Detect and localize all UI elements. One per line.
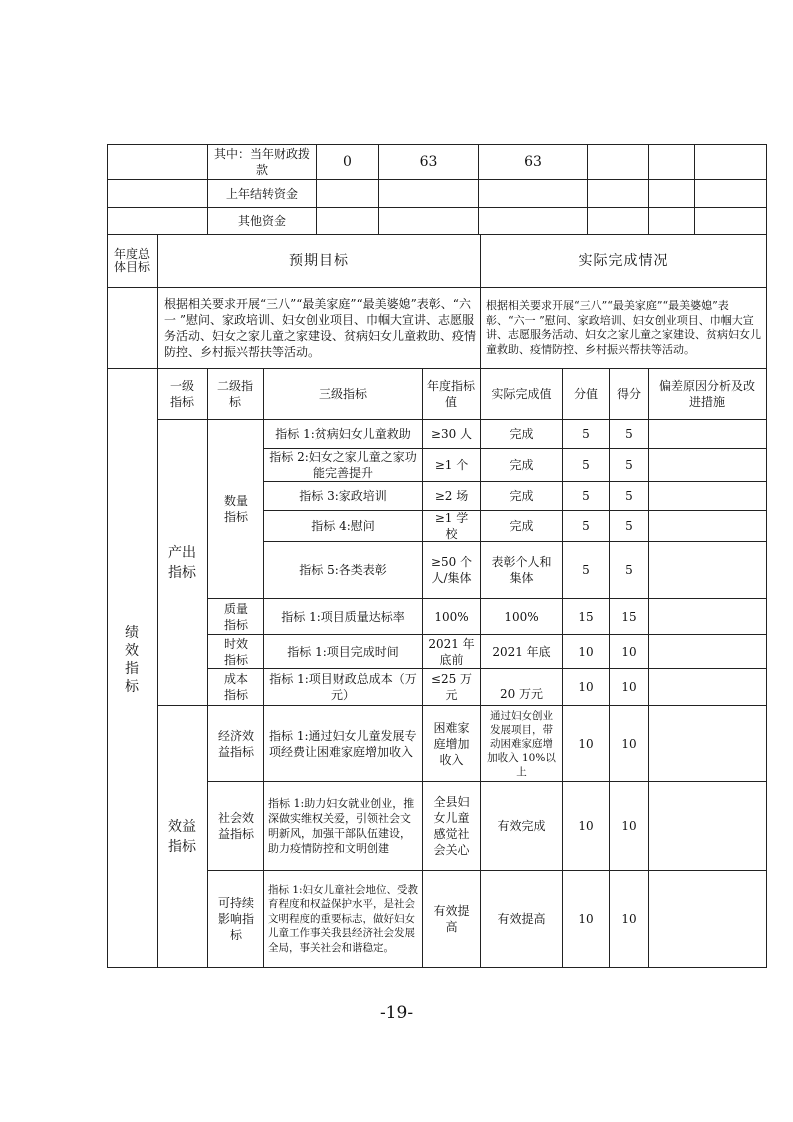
- table-line: [648, 144, 649, 235]
- table-row-indicator: 指标 5:各类表彰: [299, 563, 387, 577]
- table-row-actual: 完成: [509, 489, 534, 503]
- table-row-value: 10: [578, 819, 594, 833]
- table-row-score: 10: [621, 736, 637, 751]
- table-line: [107, 287, 767, 288]
- table-row-target: 全县妇女儿童感觉社会关心: [433, 795, 470, 857]
- table-row-score: 10: [621, 819, 637, 833]
- table-row-indicator: 指标 2:妇女之家儿童之家功能完善提升: [269, 450, 417, 480]
- table-row-score: 5: [625, 519, 633, 533]
- header-score: 得分: [616, 387, 641, 401]
- table-row-target: 有效提高: [433, 904, 470, 934]
- table-row-indicator: 指标 1:项目财政总成本（万元）: [269, 672, 417, 702]
- annual-goal-label: 年度总体目标: [113, 247, 150, 274]
- table-row-target: 2021 年底前: [428, 636, 475, 667]
- table-row-actual: 有效完成: [497, 819, 546, 833]
- timeliness-indicator-label: 时效指标: [223, 636, 248, 667]
- table-row-actual: 2021 年底: [492, 644, 551, 659]
- table-row-target: ≤25 万元: [430, 672, 473, 702]
- benefit-indicator-label: 效益指标: [168, 818, 196, 855]
- table-row-target: ≥50 个人/集体: [430, 555, 473, 585]
- table-row-indicator: 指标 1:通过妇女儿童发展专项经费让困难家庭增加收入: [269, 728, 417, 759]
- table-row-score: 10: [621, 680, 637, 694]
- table-line: [766, 144, 767, 968]
- table-line: [107, 179, 767, 180]
- quantity-indicator-label: 数量指标: [223, 494, 248, 524]
- table-line: [648, 368, 649, 968]
- sustainable-impact-label: 可持续影响指标: [217, 896, 254, 942]
- table-row-actual: 20 万元: [499, 687, 544, 701]
- actual-completion-text: 根据相关要求开展“三八”“最美家庭”“最美婆媳”表彰、“六一 ”慰问、家政培训、妇女创业项目、巾帼大宣讲、志愿服务活动、妇女之家儿童之家建设、贫病妇女儿童救助、疫情防控、乡村振兴帮扶等活动。: [486, 299, 761, 356]
- budget-label-other: 其他资金: [237, 214, 286, 228]
- social-benefit-label: 社会效益指标: [217, 811, 254, 841]
- page-number: -19-: [379, 1003, 414, 1023]
- table-row-actual: 完成: [509, 458, 534, 472]
- header-score-value: 分值: [573, 387, 598, 401]
- header-level2: 二级指标: [217, 379, 254, 409]
- table-row-score: 10: [621, 644, 637, 659]
- header-actual: 实际完成值: [491, 387, 552, 401]
- budget-cell: 0: [343, 154, 352, 170]
- table-line: [107, 967, 767, 968]
- quality-indicator-label: 质量指标: [223, 601, 248, 632]
- table-row-value: 10: [578, 680, 594, 694]
- table-row-score: 5: [625, 563, 633, 577]
- cost-indicator-label: 成本指标: [223, 672, 248, 702]
- table-row-score: 5: [625, 458, 633, 472]
- table-line: [207, 368, 208, 968]
- budget-label-financial: 其中：当年财政拨款: [213, 147, 310, 177]
- table-row-score: 5: [625, 489, 633, 503]
- table-row-indicator: 指标 3:家政培训: [299, 489, 387, 503]
- header-target: 年度指标值: [427, 379, 476, 409]
- table-row-target: ≥30 人: [430, 427, 473, 441]
- budget-cell: 63: [524, 154, 542, 170]
- table-row-score: 10: [621, 912, 637, 926]
- performance-side-label: 绩效指标: [125, 625, 139, 695]
- table-row-indicator: 指标 1:贫病妇女儿童救助: [275, 427, 411, 441]
- table-row-target: 100%: [434, 609, 469, 624]
- table-row-actual: 完成: [509, 427, 534, 441]
- budget-label-carryover: 上年结转资金: [225, 186, 298, 201]
- budget-cell: 63: [419, 154, 438, 170]
- header-level3: 三级指标: [318, 387, 367, 401]
- table-row-value: 10: [578, 736, 594, 751]
- table-row-indicator: 指标 4:慰问: [311, 519, 375, 533]
- table-row-value: 5: [582, 427, 590, 441]
- table-row-target: ≥1 学校: [434, 511, 469, 541]
- table-row-score: 5: [625, 427, 633, 441]
- table-line: [157, 234, 158, 968]
- table-row-indicator: 指标 1:项目质量达标率: [281, 609, 405, 624]
- expected-goal-text: 根据相关要求开展“三八”“最美家庭”“最美婆媳”表彰、“六一 ”慰问、家政培训、妇女创业项目、巾帼大宣讲、志愿服务活动、妇女之家儿童之家建设、贫病妇女儿童救助、疫情防控、乡村振兴帮扶等活动。: [164, 297, 477, 359]
- table-row-indicator: 指标 1:项目完成时间: [287, 644, 399, 659]
- actual-completion-header: 实际完成情况: [578, 253, 669, 269]
- table-line: [107, 144, 108, 968]
- table-row-actual: 100%: [504, 609, 539, 624]
- table-row-value: 15: [578, 609, 594, 624]
- table-row-value: 5: [582, 519, 590, 533]
- table-row-actual: 通过妇女创业发展项目，带动困难家庭增加收入 10%以上: [487, 709, 556, 778]
- table-line: [694, 144, 695, 235]
- table-row-value: 10: [578, 912, 594, 926]
- expected-goal-header: 预期目标: [289, 253, 349, 269]
- table-row-value: 5: [582, 489, 590, 503]
- table-row-value: 5: [582, 458, 590, 472]
- table-row-value: 5: [582, 563, 590, 577]
- table-row-score: 15: [621, 609, 637, 624]
- table-row-target: ≥2 场: [434, 489, 469, 503]
- table-line: [587, 144, 588, 235]
- table-row-actual: 有效提高: [497, 912, 546, 926]
- economic-benefit-label: 经济效益指标: [217, 728, 254, 759]
- table-row-indicator: 指标 1:助力妇女就业创业，推深做实维权关爱，引领社会文明新风，加强干部队伍建设，助力疫情防控和文明创建: [268, 797, 415, 855]
- table-row-indicator: 指标 1:妇女儿童社会地位、受教育程度和权益保护水平，是社会文明程度的重要标志，做好妇女儿童工作事关我县经济社会发展全局，事关社会和谐稳定。: [268, 883, 419, 954]
- table-row-target: ≥1 个: [434, 458, 469, 472]
- header-level1: 一级指标: [169, 379, 194, 409]
- header-deviation: 偏差原因分析及改进措施: [658, 379, 755, 409]
- table-row-target: 困难家庭增加收入: [433, 720, 470, 767]
- table-row-value: 10: [578, 644, 594, 659]
- table-row-actual: 表彰个人和集体: [491, 555, 552, 585]
- output-indicator-label: 产出指标: [168, 544, 196, 581]
- table-line: [107, 207, 767, 208]
- table-row-actual: 完成: [509, 519, 534, 533]
